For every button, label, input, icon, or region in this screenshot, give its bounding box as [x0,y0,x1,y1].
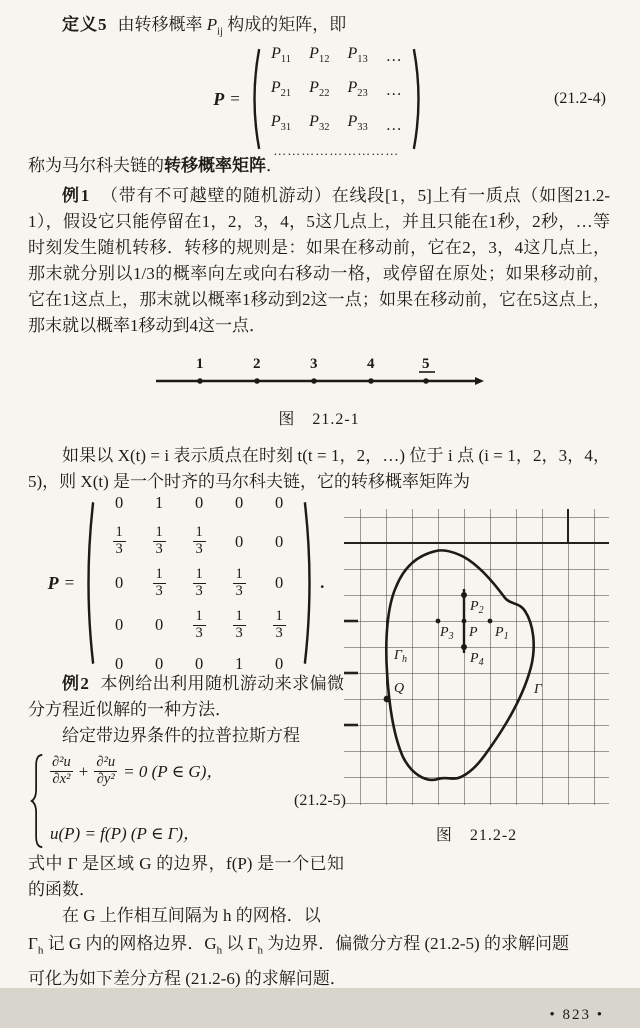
label-P2: $P_2$ [470,599,484,617]
right-column [344,509,610,929]
point-P4 [461,644,467,650]
matrix-cell: $\frac{1}{3}$ [273,609,286,642]
label-Gamma-h: $\Gamma_h$ [394,648,407,666]
figure-21-2-2-caption: 图 21.2-2 [435,827,518,845]
matrix-cell: 0 [195,653,204,673]
example-2-label: 例2 [62,674,90,694]
figure-21-2-1-caption: 图 21.2-1 [278,411,360,429]
matrix-cell: 0 [115,493,124,513]
example-2-text: 本例给出利用随机游动来求偏微分方程近似解的一种方法． [28,674,345,720]
matrix-cell: $\frac{1}{3}$ [193,609,206,642]
matrix-entry: $P_{23}$ [347,79,368,100]
equals-sign: = [64,573,75,593]
var-P-subscript: ij [217,26,223,38]
equals-sign: = [230,89,240,109]
matrix-period: . [320,573,325,593]
point-P1 [488,619,493,624]
after-eq4-text: 称为马尔科夫链的 [28,156,164,176]
equation-21-2-4 [28,45,610,158]
matrix-5x5 [95,487,303,680]
two-column-zone [28,493,610,929]
label-P3: $P_3$ [440,625,454,643]
matrix-cell: 0 [115,573,124,593]
grid-construction-line: 在 G 上作相互间隔为 h 的网格．以 [62,906,321,926]
xt-paragraph: 如果以 X(t) = i 表示质点在时刻 t(t = 1，2，…) 位于 i 点 (i = 1，2，3，4，5)，则 X(t) 是一个时齐的马尔科夫链，它的转移概率矩阵为 [28,446,610,492]
matrix-cell: 0 [235,531,244,551]
label-Gamma: Γ [534,682,542,698]
matrix-cell: 0 [115,615,124,635]
matrix-cell: $\frac{1}{3}$ [193,525,206,558]
definition-5-text-after: 构成的矩阵，即 [222,15,347,34]
example-1-text: （带有不可越壁的随机游动）在线段[1，5]上有一质点（如图21.2-1），假设它只能停留在1，2，3，4，5这几点上，并且只能在1秒，2秒，…等时刻发生随机转移．转移的规则是：如果在移动前，它在2，3，4这几点上，那末就分别以1/3的概率向左或向右移动一格，或停留在原处；如果移动前，它在1这点上，那末就以概率1移动到2这一点；如果在移动前，它在5这点上，那末就以概率1移动到4这一点． [28,186,611,336]
matrix-dots-row: ……………………… [273,142,400,158]
matrix-entry: $P_{31}$ [270,113,292,134]
matrix-ellipsis: … [385,82,402,100]
left-parenthesis [248,47,261,151]
matrix-cell: 0 [195,493,204,513]
matrix-cell: $\frac{1}{3}$ [193,567,206,600]
boundary-condition-line: u(P) = f(P) (P ∈ Γ)， [50,824,201,844]
matrix-cell: $\frac{1}{3}$ [153,567,166,600]
label-P1: $P_1$ [495,625,509,643]
partial-y-fraction: $\frac{\text{∂²u}}{\text{∂y²}}$ [96,754,116,788]
point-label-3: 3 [310,356,318,373]
point-label-4: 4 [367,356,375,373]
point-label-2: 2 [253,356,261,373]
laplace-equation-line [50,755,223,788]
point-P [462,619,467,624]
definition-5-text-before: 由转移概率 [117,15,207,34]
laplace-intro-line: 给定带边界条件的拉普拉斯方程 [62,726,300,746]
matrix-entry: $P_{32}$ [309,113,330,134]
matrix-ellipsis: … [385,116,402,134]
equation-21-2-5 [30,753,344,849]
matrix-cell: 0 [155,615,164,635]
equation-system [50,753,223,849]
left-brace [30,753,44,849]
matrix-lhs-P: P [47,573,59,594]
matrix-ellipsis: … [385,48,402,66]
matrix-entry: $P_{13}$ [347,45,368,66]
transition-matrix-example1 [28,493,344,673]
difference-equation-line: 可化为如下差分方程 (21.2-6) 的求解问题． [28,968,347,988]
grid-boundary-line: $\Gamma_h$ 记 G 内的网格边界．$G_h$ 以 $\Gamma_h$ 为边界．偏微分方程 (21.2-5) 的求解问题 [28,934,569,957]
matrix-entry: $P_{11}$ [271,45,291,66]
example-1-label: 例1 [62,186,91,206]
equation-number-21-2-4: (21.2-4) [554,90,606,108]
definition-5-label: 定义5 [62,15,108,34]
label-P: P [469,625,478,641]
point-P2 [461,592,467,598]
grid-region-figure [344,509,609,815]
right-parenthesis [412,47,425,151]
example-1-paragraph [28,183,610,339]
laplace-rhs: = 0 (P ∈ G)， [123,761,224,781]
point-label-1: 1 [196,356,204,373]
matrix-cell: $\frac{1}{3}$ [233,609,246,642]
plus-sign: + [78,761,89,781]
figure-21-2-1 [28,355,610,395]
matrix-cell: $\frac{1}{3}$ [153,525,166,558]
matrix-cell: 0 [275,653,284,673]
matrix-entry: $P_{22}$ [309,79,330,100]
matrix-cell: 1 [155,493,164,513]
matrix-entry: $P_{21}$ [270,79,292,100]
right-parenthesis [303,499,316,667]
point-P3 [436,619,441,624]
page-number: • 823 • [549,1006,604,1023]
point-label-5: 5 [422,356,430,373]
matrix-cell: 0 [115,653,124,673]
var-P: P [206,15,218,34]
transition-matrix-general [261,37,412,162]
matrix-cell: 0 [275,573,284,593]
matrix-cell: $\frac{1}{3}$ [113,525,126,558]
left-parenthesis [82,499,95,667]
point-Q [384,696,391,703]
matrix-cell: 0 [275,531,284,551]
equation-number-21-2-5: (21.2-5) [294,792,346,810]
matrix-lhs-P: P [213,89,225,110]
label-P4: $P_4$ [470,651,484,669]
number-line-figure [154,355,484,395]
matrix-cell: 0 [235,493,244,513]
matrix-cell: $\frac{1}{3}$ [233,567,246,600]
label-Q: Q [394,681,405,697]
bold-term-transition-matrix: 转移概率矩阵 [164,156,266,176]
after-eq4-period: ． [266,156,283,176]
partial-x-fraction: $\frac{\text{∂²u}}{\text{∂x²}}$ [52,754,71,788]
matrix-cell: 0 [275,493,284,513]
matrix-entry: $P_{33}$ [347,113,368,134]
after-eq5-paragraph: 式中 Γ 是区域 G 的边界，f(P) 是一个已知的函数． [28,854,344,900]
left-column [28,493,346,929]
matrix-cell: 0 [155,653,164,673]
matrix-entry: $P_{12}$ [309,45,330,66]
matrix-cell: 1 [235,653,244,673]
